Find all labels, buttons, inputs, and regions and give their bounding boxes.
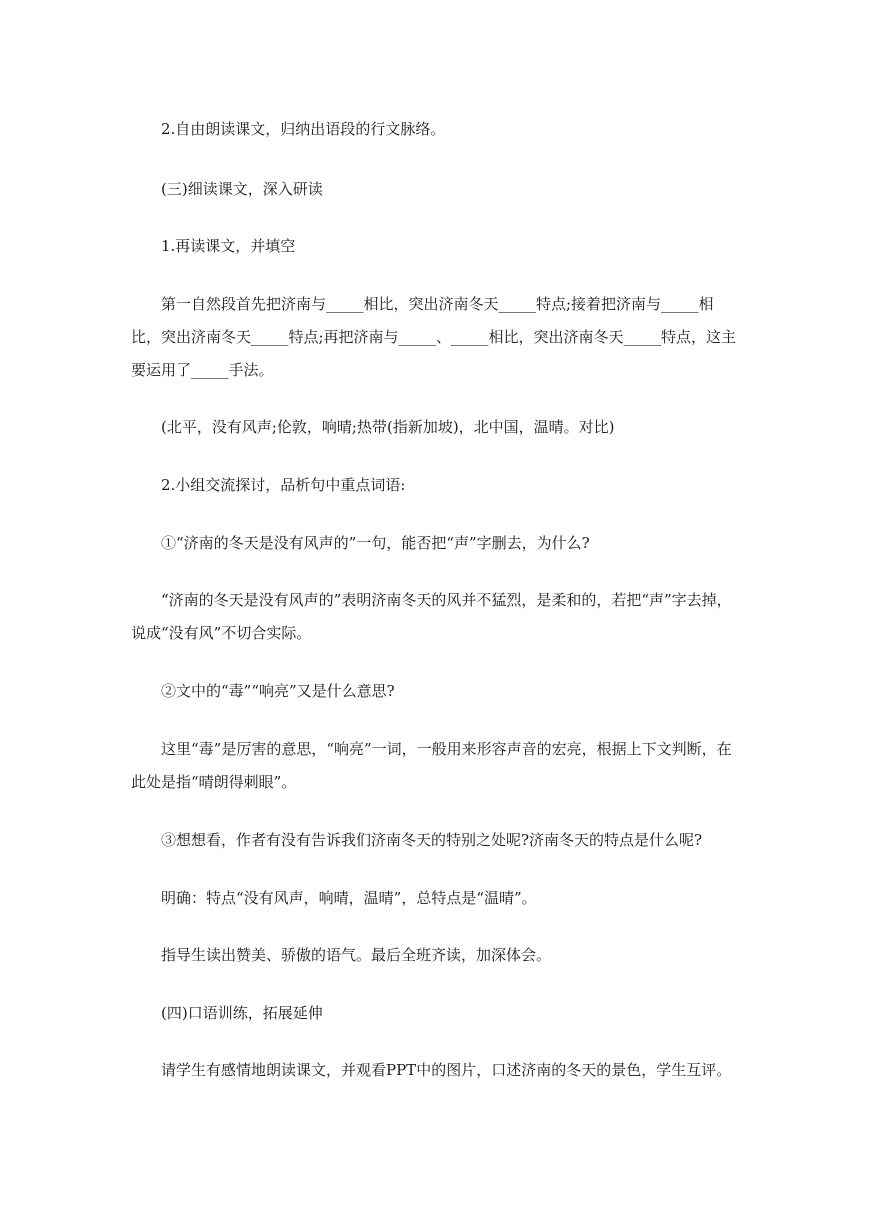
paragraph-2-text: 1.再读课文，并填空 [161, 237, 296, 255]
answer-3 [131, 882, 741, 915]
question-2-text: ②文中的“毒”“响亮”又是什么意思? [161, 682, 395, 700]
question-2 [131, 675, 741, 708]
paragraph-group-discussion-text: 2.小组交流探讨，品析句中重点词语: [161, 476, 406, 494]
paragraph-guide-reading [131, 939, 741, 972]
answer-1-text: “济南的冬天是没有风声的”表明济南冬天的风并不猛烈，是柔和的，若把“声”字去掉，说成“没有风”不切合实际。 [131, 591, 732, 642]
paragraph-2 [131, 230, 741, 263]
paragraph-oral-training [131, 1054, 741, 1087]
heading-4 [131, 997, 741, 1030]
heading-3 [131, 173, 741, 206]
paragraph-fill-blank-text: 第一自然段首先把济南与_____相比，突出济南冬天_____特点;接着把济南与_____相比，突出济南冬天_____特点;再把济南与_____、_____相比，突出济南冬天_____特点，这主要运用了_____手法。 [131, 295, 737, 379]
answer-1 [131, 584, 741, 650]
question-3 [131, 824, 741, 857]
heading-3-text: (三)细读课文，深入研读 [161, 180, 323, 198]
paragraph-answer [131, 411, 741, 444]
heading-4-text: (四)口语训练，拓展延伸 [161, 1004, 323, 1022]
answer-3-text: 明确：特点“没有风声，响晴，温晴”，总特点是“温晴”。 [161, 889, 537, 907]
question-1-text: ①“济南的冬天是没有风声的”一句，能否把“声”字删去，为什么? [161, 534, 590, 552]
answer-2-text: 这里“毒”是厉害的意思，“响亮”一词，一般用来形容声音的宏亮，根据上下文判断，在此处是指“晴朗得刺眼”。 [131, 740, 732, 791]
question-1 [131, 527, 741, 560]
paragraph-fill-blank [131, 288, 741, 387]
answer-2 [131, 733, 741, 799]
paragraph-group-discussion [131, 469, 741, 502]
paragraph-answer-text: (北平，没有风声;伦敦，响晴;热带(指新加坡)，北中国，温晴。对比) [161, 418, 615, 436]
paragraph-1-text: 2.自由朗读课文，归纳出语段的行文脉络。 [161, 120, 446, 138]
paragraph-oral-training-text: 请学生有感情地朗读课文，并观看PPT中的图片，口述济南的冬天的景色，学生互评。 [161, 1061, 732, 1079]
paragraph-1 [131, 113, 741, 146]
paragraph-guide-reading-text: 指导生读出赞美、骄傲的语气。最后全班齐读，加深体会。 [161, 946, 552, 964]
question-3-text: ③想想看，作者有没有告诉我们济南冬天的特别之处呢?济南冬天的特点是什么呢? [161, 831, 703, 849]
